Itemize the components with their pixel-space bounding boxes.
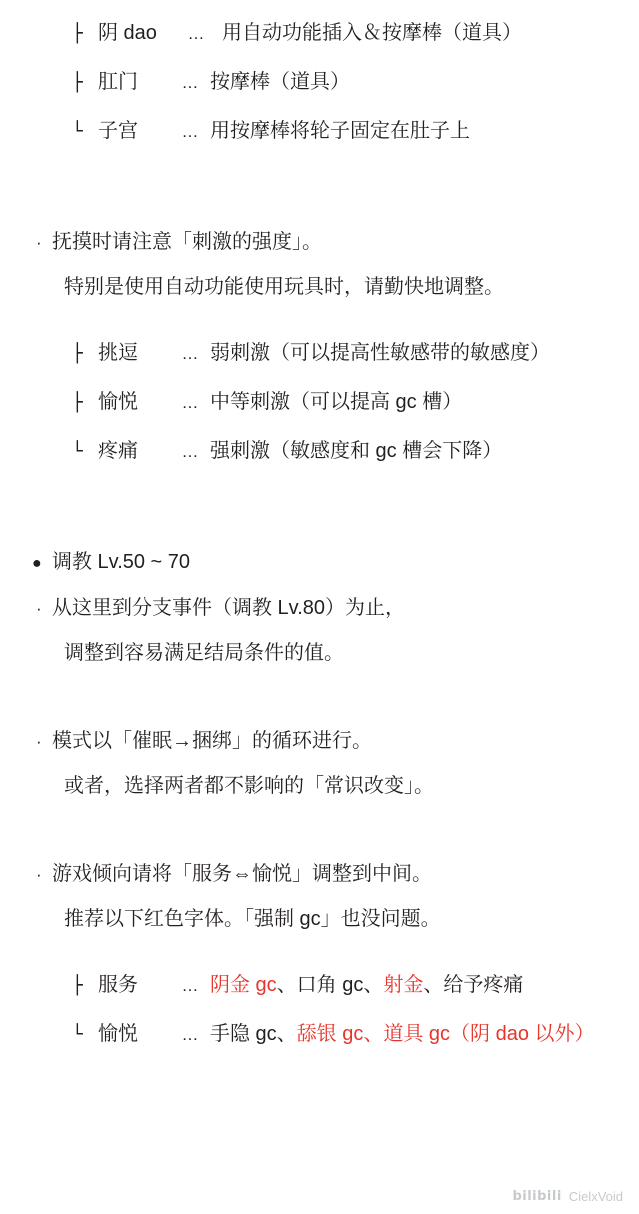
highlight-text: 阴金 gc <box>210 974 277 996</box>
ellipsis-separator: … <box>181 73 199 92</box>
watermark-username: CielxVoid <box>568 1189 623 1204</box>
bullet-line <box>24 859 615 890</box>
sub-line: 特别是使用自动功能使用玩具时，请勤快地调整。 <box>64 276 504 298</box>
tree-description <box>210 970 523 1000</box>
ellipsis-separator: … <box>181 976 199 995</box>
tree-row <box>24 436 615 467</box>
ellipsis-separator: … <box>181 122 199 141</box>
ellipsis-separator: … <box>181 1025 199 1044</box>
tree-row <box>24 387 615 418</box>
tree-label: 疼痛 <box>98 440 138 462</box>
tree-description: 弱刺激（可以提高性敏感带的敏感度） <box>210 342 550 364</box>
highlight-text: 射金 <box>383 974 424 996</box>
tree-row <box>24 1019 615 1050</box>
bullet-line <box>24 227 615 258</box>
sub-line: 推荐以下红色字体。「强制 gc」也没问题。 <box>64 908 441 930</box>
tree-label: 阴 dao <box>98 22 157 44</box>
tree-label: 服务 <box>98 974 138 996</box>
branch-icon: ├ <box>72 975 83 996</box>
bullet-line <box>24 593 615 624</box>
tree-description: 按摩棒（道具） <box>210 71 350 93</box>
tree-row <box>24 338 615 369</box>
tree-description: 强刺激（敏感度和 gc 槽会下降） <box>210 440 503 462</box>
ellipsis-separator: … <box>181 393 199 412</box>
tree-label: 挑逗 <box>98 342 138 364</box>
bullet-text: 从这里到分支事件（调教 Lv.80）为止， <box>52 597 405 619</box>
tree-row <box>24 18 615 49</box>
branch-icon: ├ <box>72 23 83 44</box>
plain-text: 、口角 gc、 <box>276 974 384 996</box>
branch-icon: ├ <box>72 343 83 364</box>
branch-icon: └ <box>72 441 83 462</box>
spacer <box>24 682 615 726</box>
bullet-text: 游戏倾向请将「服务⇔愉悦」调整到中间。 <box>52 863 432 885</box>
tree-description: 中等刺激（可以提高 gc 槽） <box>210 391 463 413</box>
spacer <box>24 165 615 227</box>
tree-row <box>24 970 615 1001</box>
tree-row <box>24 67 615 98</box>
highlight-text: 舔银 gc、道具 gc（阴 dao 以外） <box>296 1023 595 1045</box>
spacer <box>24 316 615 338</box>
bullet-icon: · <box>36 865 42 884</box>
sub-line: 或者，选择两者都不影响的「常识改变」。 <box>64 775 434 797</box>
bullet-icon: · <box>36 599 42 618</box>
bullet-text: 抚摸时请注意「刺激的强度」。 <box>52 231 322 253</box>
bullet-icon: · <box>36 233 42 252</box>
branch-icon: ├ <box>72 72 83 93</box>
spacer <box>24 815 615 859</box>
ellipsis-separator: … <box>181 344 199 363</box>
plain-text: 、给予疼痛 <box>423 974 524 996</box>
tree-label: 子宫 <box>98 120 138 142</box>
branch-icon: └ <box>72 121 83 142</box>
section-heading <box>24 547 615 579</box>
bullet-text: 模式以「催眠→捆绑」的循环进行。 <box>52 730 372 752</box>
ellipsis-separator: … <box>187 24 205 43</box>
bullet-icon: · <box>36 732 42 751</box>
spacer <box>24 948 615 970</box>
section-heading-text: 调教 Lv.50 ~ 70 <box>52 551 191 573</box>
branch-icon: └ <box>72 1024 83 1045</box>
tree-label: 愉悦 <box>98 1023 138 1045</box>
sub-line: 调整到容易满足结局条件的值。 <box>64 642 344 664</box>
tree-description: 用按摩棒将轮子固定在肚子上 <box>210 120 470 142</box>
bilibili-logo-icon: bilibili <box>512 1189 562 1204</box>
tree-description: 用自动功能插入＆按摩棒（道具） <box>222 22 522 44</box>
ellipsis-separator: … <box>181 442 199 461</box>
tree-label: 肛门 <box>98 71 138 93</box>
tree-label: 愉悦 <box>98 391 138 413</box>
spacer <box>24 485 615 547</box>
plain-text: 手隐 gc、 <box>210 1023 297 1045</box>
branch-icon: ├ <box>72 392 83 413</box>
tree-row <box>24 116 615 147</box>
bullet-line <box>24 726 615 757</box>
watermark <box>512 1189 623 1204</box>
filled-circle-icon: ● <box>32 555 42 572</box>
tree-description <box>210 1019 595 1049</box>
